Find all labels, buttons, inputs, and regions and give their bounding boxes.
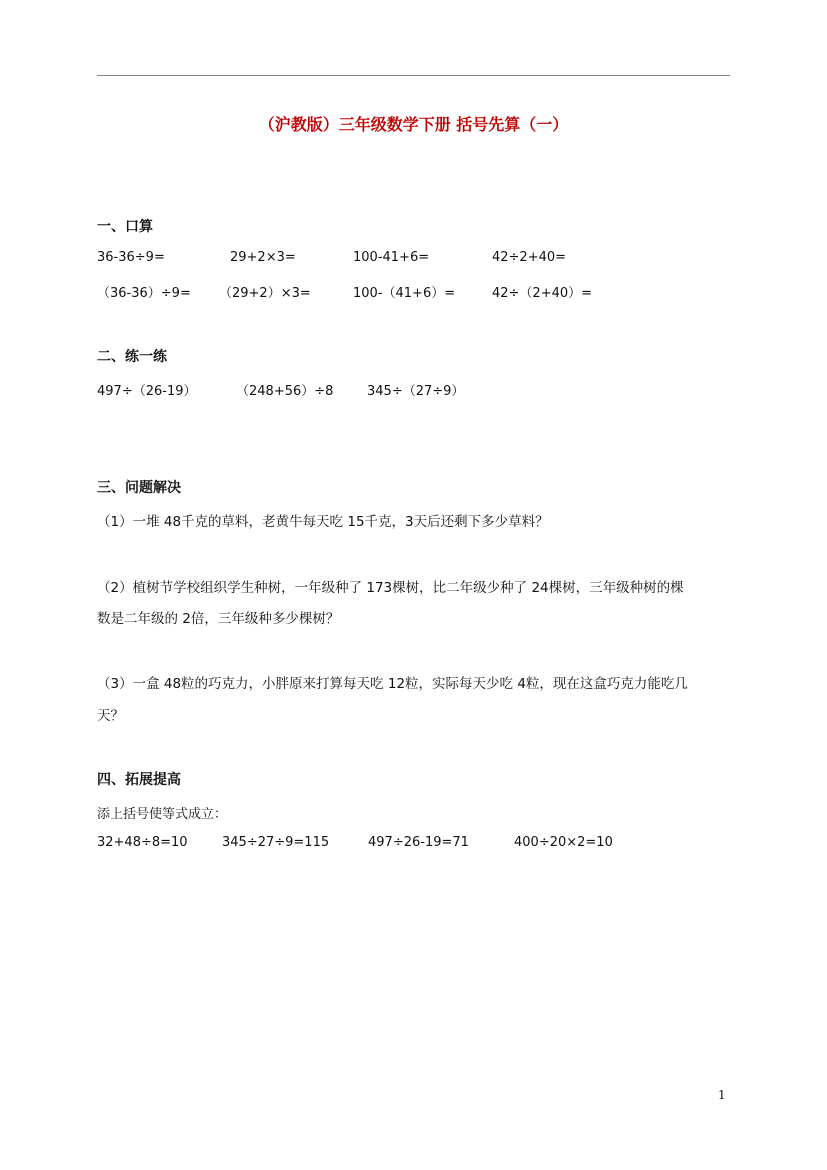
section-heading-practice: 二、练一练 [97,349,167,365]
extension-item: 345÷27÷9=115 [222,835,330,850]
extension-item: 497÷26-19=71 [368,835,469,850]
oral-item: 100-（41+6）= [353,286,456,301]
practice-item: （248+56）÷8 [236,384,334,399]
extension-item: 400÷20×2=10 [514,835,613,850]
problem-2-line-2: 数是二年级的 2倍，三年级种多少棵树？ [97,611,340,627]
section-heading-problems: 三、问题解决 [97,480,181,496]
extension-item: 32+48÷8=10 [97,835,188,850]
oral-item: （29+2）×3= [219,286,311,301]
practice-item: 345÷（27÷9） [367,384,465,399]
oral-item: 42÷2+40= [492,250,567,265]
section-heading-extension: 四、拓展提高 [97,772,181,788]
section-heading-oral: 一、口算 [97,219,153,235]
oral-item: 36-36÷9= [97,250,165,265]
problem-3-line-1: （3）一盒 48粒的巧克力，小胖原来打算每天吃 12粒，实际每天少吃 4粒，现在这盒巧克力能吃几 [97,676,688,692]
oral-item: 100-41+6= [353,250,430,265]
oral-item: 42÷（2+40）= [492,286,593,301]
oral-item: 29+2×3= [230,250,296,265]
oral-item: （36-36）÷9= [97,286,191,301]
problem-2-line-1: （2）植树节学校组织学生种树，一年级种了 173棵树，比二年级少种了 24棵树，三年级种树的棵 [97,580,684,596]
practice-item: 497÷（26-19） [97,384,197,399]
page-number: 1 [718,1088,726,1102]
page-title: （沪教版）三年级数学下册 括号先算（一） [258,115,569,134]
problem-3-line-2: 天？ [97,708,124,724]
extension-instruction: 添上括号使等式成立： [97,807,228,822]
header-rule [97,75,730,76]
problem-1: （1）一堆 48千克的草料，老黄牛每天吃 15千克，3天后还剩下多少草料？ [97,514,549,530]
